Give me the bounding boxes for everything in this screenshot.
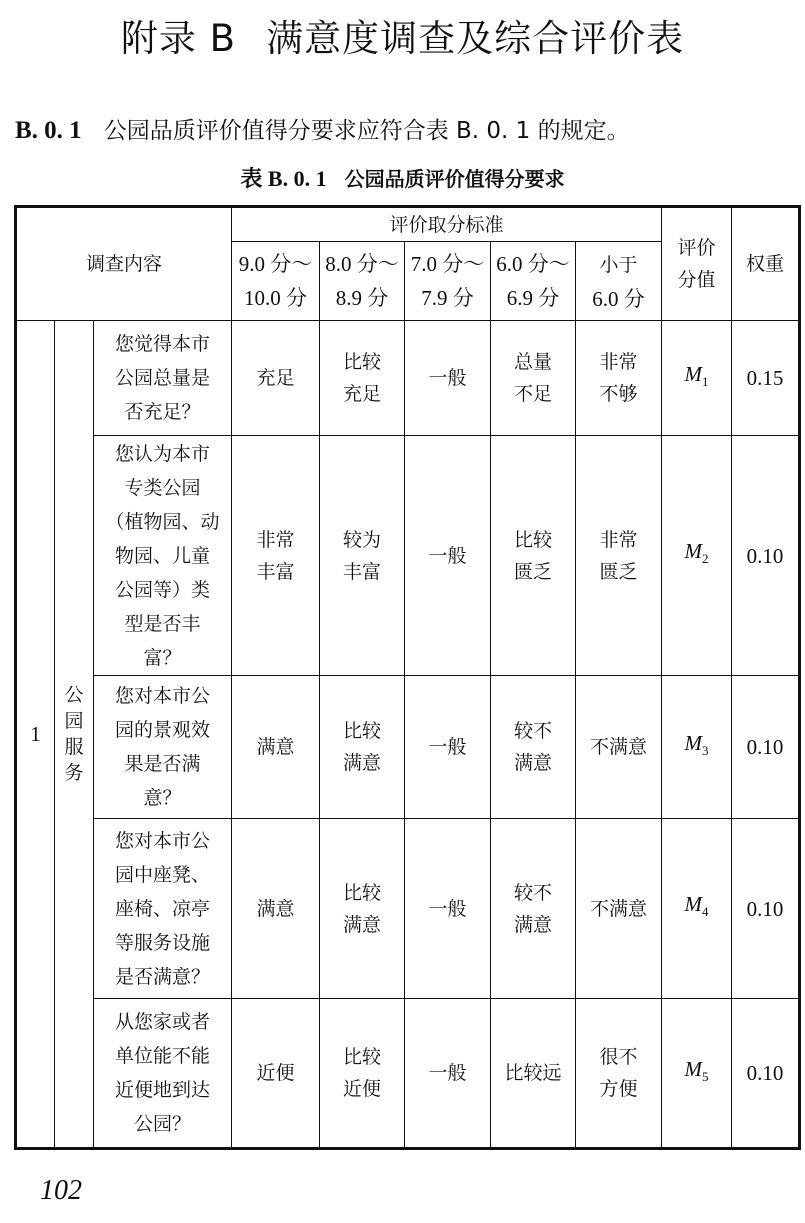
option-cell: 一般 bbox=[405, 676, 491, 819]
option-cell: 比较 匮乏 bbox=[491, 436, 576, 676]
header-range-3: 7.0 分～ 7.9 分 bbox=[405, 242, 491, 321]
question-cell: 您认为本市 专类公园 （植物园、动 物园、儿童 公园等）类 型是否丰 富？ bbox=[94, 436, 232, 676]
score-symbol: $M_1$ bbox=[662, 321, 732, 436]
page-number: 102 bbox=[40, 1175, 82, 1206]
header-weight: 权重 bbox=[732, 207, 800, 321]
option-cell: 比较 充足 bbox=[320, 321, 405, 436]
option-cell: 非常 不够 bbox=[576, 321, 662, 436]
table-row bbox=[16, 436, 800, 676]
option-cell: 一般 bbox=[405, 999, 491, 1149]
score-symbol: $M_4$ bbox=[662, 819, 732, 999]
header-range-4: 6.0 分～ 6.9 分 bbox=[491, 242, 576, 321]
option-cell: 很不 方便 bbox=[576, 999, 662, 1149]
header-criteria-group: 评价取分标准 bbox=[232, 207, 662, 242]
question-cell: 从您家或者 单位能不能 近便地到达 公园？ bbox=[94, 999, 232, 1149]
option-cell: 非常 匮乏 bbox=[576, 436, 662, 676]
option-cell: 充足 bbox=[232, 321, 320, 436]
table-row bbox=[16, 676, 800, 819]
option-cell: 一般 bbox=[405, 436, 491, 676]
option-cell: 比较 满意 bbox=[320, 676, 405, 819]
header-row-1 bbox=[16, 207, 800, 242]
option-cell: 总量 不足 bbox=[491, 321, 576, 436]
option-cell: 不满意 bbox=[576, 819, 662, 999]
question-cell: 您对本市公 园的景观效 果是否满 意？ bbox=[94, 676, 232, 819]
weight-value: 0.10 bbox=[732, 999, 800, 1149]
question-cell: 您对本市公 园中座凳、 座椅、凉亭 等服务设施 是否满意？ bbox=[94, 819, 232, 999]
header-range-2: 8.0 分～ 8.9 分 bbox=[320, 242, 405, 321]
evaluation-table bbox=[14, 205, 801, 1150]
weight-value: 0.10 bbox=[732, 819, 800, 999]
clause-paragraph bbox=[15, 112, 630, 145]
appendix-title-text: 满意度调查及综合评价表 bbox=[266, 17, 685, 60]
question-cell: 您觉得本市 公园总量是 否充足？ bbox=[94, 321, 232, 436]
header-survey-content: 调查内容 bbox=[16, 207, 232, 321]
option-cell: 满意 bbox=[232, 676, 320, 819]
option-cell: 较不 满意 bbox=[491, 819, 576, 999]
appendix-title bbox=[0, 8, 805, 62]
header-score-value: 评价 分值 bbox=[662, 207, 732, 321]
option-cell: 较不 满意 bbox=[491, 676, 576, 819]
option-cell: 比较 近便 bbox=[320, 999, 405, 1149]
group-index: 1 bbox=[16, 321, 55, 1149]
table-caption-text: 公园品质评价值得分要求 bbox=[344, 167, 565, 191]
option-cell: 满意 bbox=[232, 819, 320, 999]
option-cell: 比较 满意 bbox=[320, 819, 405, 999]
header-range-1: 9.0 分～ 10.0 分 bbox=[232, 242, 320, 321]
option-cell: 一般 bbox=[405, 819, 491, 999]
option-cell: 近便 bbox=[232, 999, 320, 1149]
score-symbol: $M_5$ bbox=[662, 999, 732, 1149]
option-cell: 一般 bbox=[405, 321, 491, 436]
table-row bbox=[16, 819, 800, 999]
weight-value: 0.10 bbox=[732, 676, 800, 819]
weight-value: 0.15 bbox=[732, 321, 800, 436]
score-symbol: $M_2$ bbox=[662, 436, 732, 676]
table-row bbox=[16, 999, 800, 1149]
appendix-label: 附录 B bbox=[120, 17, 237, 60]
option-cell: 非常 丰富 bbox=[232, 436, 320, 676]
table-caption bbox=[0, 162, 805, 193]
option-cell: 不满意 bbox=[576, 676, 662, 819]
clause-number: B. 0. 1 bbox=[15, 117, 82, 144]
weight-value: 0.10 bbox=[732, 436, 800, 676]
option-cell: 较为 丰富 bbox=[320, 436, 405, 676]
header-range-5: 小于 6.0 分 bbox=[576, 242, 662, 321]
clause-text: 公园品质评价值得分要求应符合表 B. 0. 1 的规定。 bbox=[103, 118, 630, 144]
option-cell: 比较远 bbox=[491, 999, 576, 1149]
table-row bbox=[16, 321, 800, 436]
group-category: 公 园 服 务 bbox=[55, 321, 94, 1149]
score-symbol: $M_3$ bbox=[662, 676, 732, 819]
table-caption-number: 表 B. 0. 1 bbox=[240, 166, 327, 191]
